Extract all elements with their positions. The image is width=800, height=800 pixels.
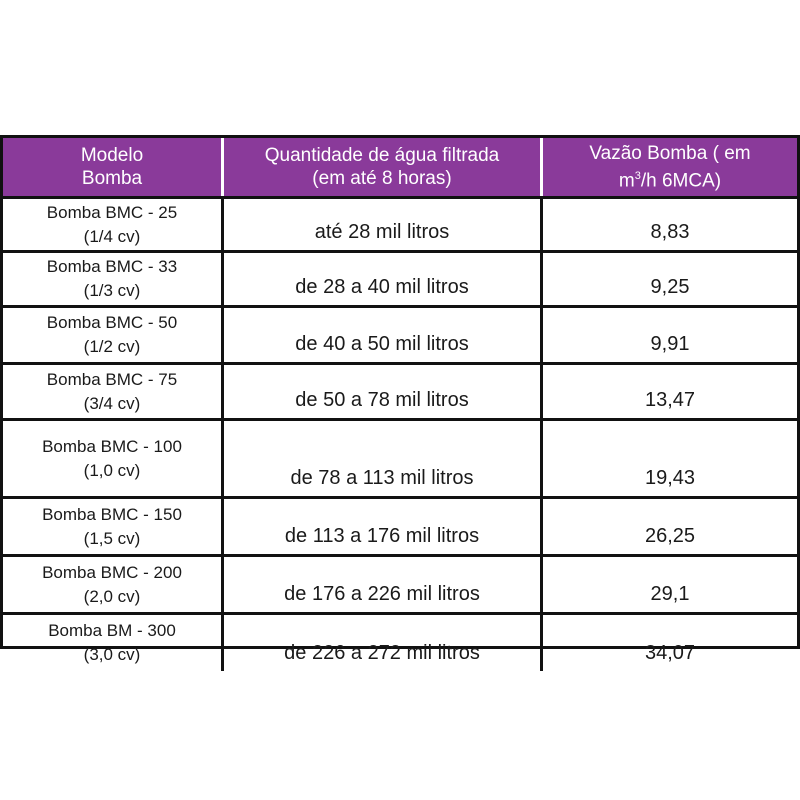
- flow-value: 9,25: [650, 276, 690, 298]
- header-quantity: [224, 138, 540, 196]
- table-row: [3, 615, 797, 671]
- model-name: Bomba BMC - 33: [46, 257, 178, 276]
- header-model: [3, 138, 221, 196]
- quantity-cell: [224, 308, 540, 356]
- quantity-value: de 50 a 78 mil litros: [295, 389, 469, 411]
- quantity-cell: [224, 365, 540, 412]
- quantity-cell: [224, 615, 540, 665]
- model-power: (3/4 cv): [83, 393, 141, 413]
- model-power: (1/2 cv): [83, 337, 141, 356]
- table-row: [3, 499, 797, 554]
- model-name: Bomba BMC - 75: [46, 369, 178, 389]
- model-name: Bomba BMC - 150: [42, 504, 182, 524]
- table-row: [3, 253, 797, 305]
- model-cell: [3, 499, 221, 554]
- header-flow-unit-sup: 3: [634, 169, 641, 182]
- header-flow-line2: [619, 165, 721, 192]
- header-quantity-line2: (em até 8 horas): [312, 168, 452, 189]
- model-cell: [3, 365, 221, 418]
- header-flow-unit-m: m: [618, 170, 635, 192]
- model-name: Bomba BMC - 100: [42, 436, 182, 456]
- model-power: (2,0 cv): [83, 586, 141, 606]
- quantity-cell: [224, 499, 540, 548]
- flow-cell: [543, 308, 797, 356]
- quantity-cell: [224, 253, 540, 299]
- model-name: Bomba BMC - 25: [46, 202, 178, 222]
- table-row: [3, 365, 797, 418]
- flow-cell: [543, 499, 797, 548]
- flow-cell: [543, 365, 797, 412]
- flow-value: 13,47: [644, 389, 696, 411]
- model-cell: [3, 199, 221, 250]
- quantity-cell: [224, 421, 540, 490]
- model-name: Bomba BMC - 50: [46, 313, 178, 332]
- flow-value: 26,25: [644, 525, 696, 547]
- quantity-value: de 40 a 50 mil litros: [295, 333, 469, 355]
- header-flow-line1: Vazão Bomba ( em: [589, 142, 751, 164]
- quantity-value: de 176 a 226 mil litros: [284, 583, 480, 605]
- header-model-line2: Bomba: [81, 168, 143, 189]
- quantity-cell: [224, 557, 540, 606]
- model-cell: [3, 615, 221, 671]
- quantity-value: de 226 a 272 mil litros: [284, 642, 480, 664]
- quantity-cell: [224, 199, 540, 244]
- quantity-value: de 28 a 40 mil litros: [295, 276, 469, 298]
- header-quantity-line1: Quantidade de água filtrada: [264, 145, 500, 166]
- flow-cell: [543, 421, 797, 490]
- table-header: [3, 138, 797, 196]
- flow-cell: [543, 557, 797, 606]
- table-row: [3, 308, 797, 362]
- flow-value: 9,91: [650, 333, 690, 355]
- table-row: [3, 557, 797, 612]
- model-cell: [3, 421, 221, 496]
- pump-table: [0, 135, 800, 664]
- quantity-value: até 28 mil litros: [314, 221, 450, 243]
- model-power: (1,5 cv): [83, 528, 141, 548]
- flow-value: 19,43: [644, 467, 696, 489]
- table-row: [3, 199, 797, 250]
- model-cell: [3, 557, 221, 612]
- model-name: Bomba BMC - 200: [42, 562, 182, 582]
- model-power: (3,0 cv): [83, 645, 141, 664]
- model-cell: [3, 253, 221, 305]
- flow-value: 8,83: [650, 221, 690, 243]
- header-flow: [543, 138, 797, 196]
- model-name: Bomba BM - 300: [48, 621, 176, 640]
- header-flow-unit-rest: /h 6MCA): [640, 170, 722, 192]
- model-power: (1/3 cv): [83, 281, 141, 300]
- model-power: (1,0 cv): [83, 460, 141, 480]
- flow-value: 34,07: [644, 642, 696, 664]
- model-cell: [3, 308, 221, 362]
- header-model-line1: Modelo: [80, 145, 144, 166]
- model-power: (1/4 cv): [83, 226, 141, 246]
- quantity-value: de 113 a 176 mil litros: [284, 525, 480, 547]
- flow-cell: [543, 199, 797, 244]
- flow-cell: [543, 615, 797, 665]
- flow-value: 29,1: [650, 583, 690, 605]
- flow-cell: [543, 253, 797, 299]
- table-row: [3, 421, 797, 496]
- quantity-value: de 78 a 113 mil litros: [290, 467, 474, 489]
